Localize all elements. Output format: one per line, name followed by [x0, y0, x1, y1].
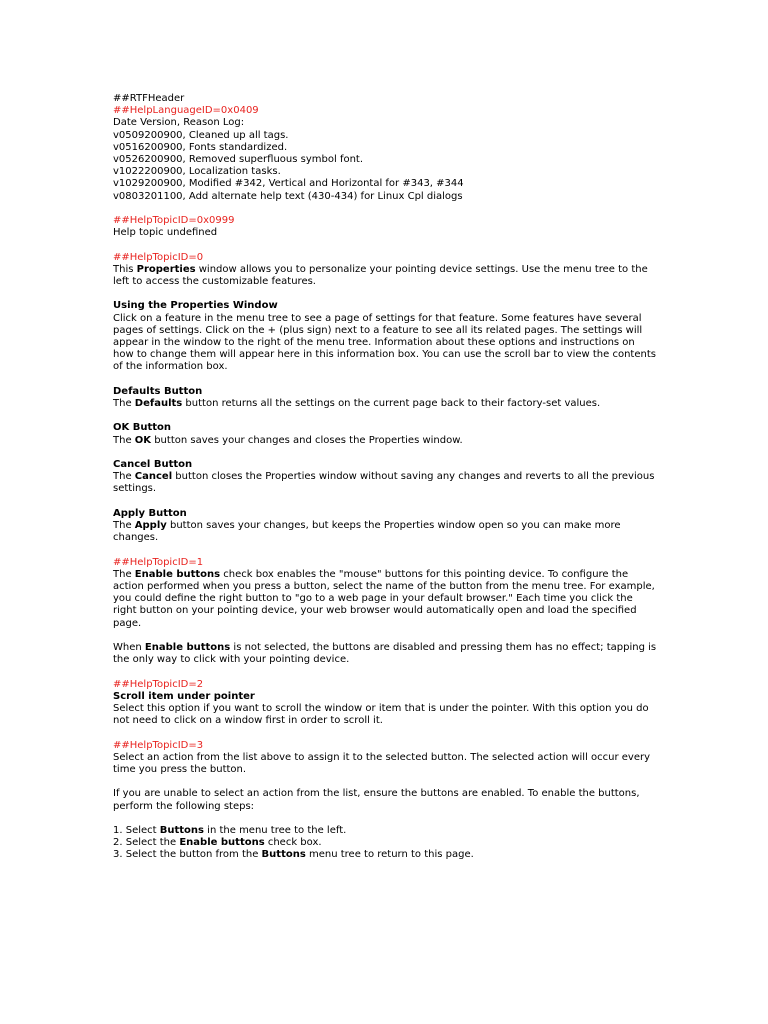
apply-paragraph: The Apply button saves your changes, but keeps the Properties window open so you can make more changes.: [113, 520, 621, 544]
apply-title: Apply Button: [113, 507, 187, 519]
topic-id-1: ##HelpTopicID=1: [113, 556, 204, 568]
step-item: 3. Select the button from the Buttons menu tree to return to this page.: [113, 849, 474, 861]
topic-id-0: ##HelpTopicID=0: [113, 251, 204, 263]
intro-paragraph: This Properties window allows you to personalize your pointing device settings. Use the menu tree to the left to access the customizable features.: [113, 263, 648, 288]
log-entry: v0509200900, Cleaned up all tags.: [113, 129, 289, 141]
topic-id-2: ##HelpTopicID=2: [113, 678, 204, 690]
step-item: 1. Select Buttons in the menu tree to the left.: [113, 824, 347, 836]
help-document: [113, 93, 658, 862]
cancel-paragraph: The Cancel button closes the Properties window without saving any changes and reverts to all the previous settings.: [113, 471, 655, 495]
scroll-paragraph: Select this option if you want to scroll the window or item that is under the pointer. With this option you do not need to click on a window first in order to scroll it.: [113, 703, 649, 727]
select-paragraph: Select an action from the list above to assign it to the selected button. The selected action will occur every time you press the button.: [113, 751, 651, 775]
cancel-title: Cancel Button: [113, 459, 193, 470]
unable-paragraph: If you are unable to select an action from the list, ensure the buttons are enabled. To enable the buttons, perform the following steps:: [113, 788, 640, 812]
topic-id-3: ##HelpTopicID=3: [113, 739, 204, 751]
when-paragraph: When Enable buttons is not selected, the buttons are disabled and pressing them has no effect; tapping is the only way to click with your pointing device.: [113, 642, 657, 666]
help-language-id: ##HelpLanguageID=0x0409: [113, 105, 259, 117]
ok-paragraph: The OK button saves your changes and closes the Properties window.: [113, 434, 463, 446]
topic-undefined-text: Help topic undefined: [113, 227, 218, 239]
using-title: Using the Properties Window: [113, 300, 278, 312]
enable-paragraph: The Enable buttons check box enables the "mouse" buttons for this pointing device. To configure the action performed when you press a button, select the name of the button from the menu tree. For example, you could define the right button to "go to a web page in your default browser." Each time you click the right button on your pointing device, your web browser would automatically open and load the specified page.: [113, 568, 655, 629]
ok-title: OK Button: [113, 422, 172, 434]
using-paragraph: Click on a feature in the menu tree to see a page of settings for that feature. Some features have several pages of settings. Click on the + (plus sign) next to a feature to see all its related pages. The settings will appear in the window to the right of the menu tree. Information about these options and instructions on how to change them will appear here in this information box. You can use the scroll bar to view the contents of the information box.: [113, 312, 656, 373]
topic-id-0999: ##HelpTopicID=0x0999: [113, 215, 235, 227]
scroll-title: Scroll item under pointer: [113, 690, 255, 702]
log-entry: v0516200900, Fonts standardized.: [113, 141, 288, 153]
log-entry: v0803201100, Add alternate help text (430-434) for Linux Cpl dialogs: [113, 190, 463, 202]
rtf-header: ##RTFHeader: [113, 93, 185, 104]
defaults-title: Defaults Button: [113, 385, 203, 397]
step-item: 2. Select the Enable buttons check box.: [113, 837, 322, 849]
log-title: Date Version, Reason Log:: [113, 117, 245, 129]
log-entry: v1022200900, Localization tasks.: [113, 166, 281, 178]
log-entry: v0526200900, Removed superfluous symbol font.: [113, 154, 364, 166]
log-entry: v1029200900, Modified #342, Vertical and Horizontal for #343, #344: [113, 178, 464, 190]
defaults-paragraph: The Defaults button returns all the settings on the current page back to their factory-set values.: [113, 398, 601, 410]
